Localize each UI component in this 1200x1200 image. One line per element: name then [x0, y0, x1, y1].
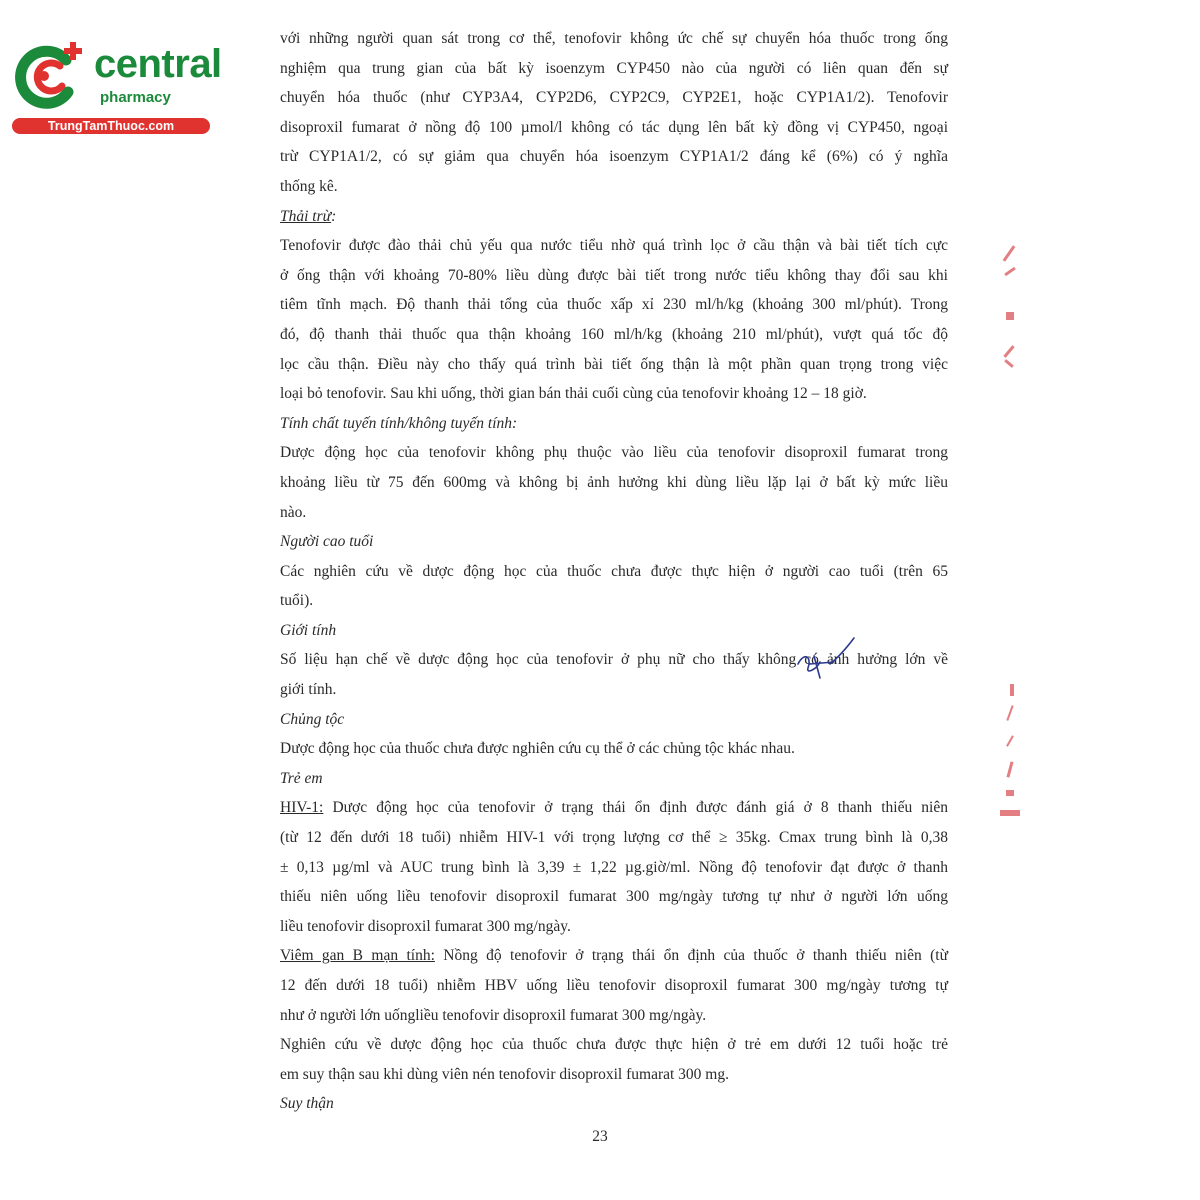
heading-elimination	[280, 202, 948, 232]
signature-mark	[790, 634, 860, 679]
heading-gender: Giới tính	[280, 621, 337, 639]
brand-site[interactable]: TrungTamThuoc.com	[12, 118, 210, 134]
text-line: 12 đến dưới 18 tuổi) nhiễm HBV uống liều tenofovir disoproxil fumarat 300 mg/ngày tương tự	[280, 977, 948, 994]
paragraph-elimination	[280, 231, 948, 409]
text-line: thống kê.	[280, 177, 338, 195]
stamp-fragment	[1006, 790, 1014, 796]
paragraph-hiv	[280, 793, 948, 941]
central-pharmacy-logo[interactable]	[10, 38, 222, 138]
text-line: Nghiên cứu về dược động học của thuốc chưa được thực hiện ở trẻ em dưới 12 tuổi hoặc trẻ	[280, 1036, 948, 1054]
stamp-fragment	[1006, 312, 1014, 320]
document-page	[280, 24, 948, 1119]
paragraph-race	[280, 734, 948, 764]
text-line: Dược động học của tenofovir không phụ thuộc vào liều của tenofovir disoproxil fumarat trong	[280, 444, 948, 462]
text-line: lọc cầu thận. Điều này cho thấy quá trình bài tiết ống thận là một phần quan trọng trong việc	[280, 355, 948, 373]
text-line: nghiệm qua trung gian của bất kỳ isoenzym CYP450 nào của người có liên quan đến sự	[280, 59, 948, 77]
text-line: ở ống thận với khoảng 70-80% liều dùng được bài tiết trong nước tiểu không thay đổi sau khi	[280, 266, 948, 284]
text-line	[280, 941, 948, 971]
text-line: thiếu niên uống liều tenofovir disoproxil fumarat 300 mg/ngày tương tự như ở người lớn uống	[280, 888, 948, 906]
heading-children: Trẻ em	[280, 769, 323, 787]
pharmacy-c-cross-icon	[10, 38, 90, 118]
text-line: đó, độ thanh thải thuốc qua thận khoảng 160 ml/h/kg (khoảng 210 ml/phút), vượt quá tốc độ	[280, 325, 948, 343]
stamp-fragment	[1003, 345, 1014, 358]
text-line: (từ 12 đến dưới 18 tuổi) nhiễm HIV-1 với trọng lượng cơ thể ≥ 35kg. Cmax trung bình là 0,38	[280, 829, 948, 847]
heading-elderly: Người cao tuổi	[280, 533, 374, 551]
text-line: nào.	[280, 503, 307, 521]
text-line: giới tính.	[280, 681, 337, 699]
hbv-label: Viêm gan B mạn tính:	[280, 947, 435, 965]
text-line	[280, 793, 948, 823]
text-line: trừ CYP1A1/2, có sự giảm qua chuyển hóa isoenzym CYP1A1/2 đáng kể (6%) có ý nghĩa	[280, 148, 948, 166]
heading-renal: Suy thận	[280, 1095, 334, 1113]
heading-linearity: Tính chất tuyến tính/không tuyến tính:	[280, 414, 518, 432]
paragraph-children-renal	[280, 1030, 948, 1089]
text-line: tuổi).	[280, 592, 314, 610]
stamp-fragment	[1006, 735, 1014, 746]
stamp-fragment	[1003, 245, 1016, 261]
brand-name: central	[94, 42, 222, 86]
paragraph-metabolism	[280, 24, 948, 202]
text-line: Tenofovir được đào thải chủ yếu qua nước tiểu nhờ quá trình lọc ở cầu thận và bài tiết tích cực	[280, 237, 948, 255]
paragraph-elderly	[280, 557, 948, 616]
hiv-first-line: Dược động học của tenofovir ở trạng thái ổn định được đánh giá ở 8 thanh thiếu niên	[323, 799, 948, 817]
stamp-fragment	[1006, 761, 1013, 777]
heading-elimination-text: Thải trừ	[280, 207, 332, 225]
heading-race: Chủng tộc	[280, 710, 345, 728]
hbv-first-line: Nồng độ tenofovir ở trạng thái ổn định của thuốc ở thanh thiếu niên (từ	[434, 947, 948, 965]
paragraph-linearity	[280, 438, 948, 527]
hiv-label: HIV-1:	[280, 799, 324, 817]
text-line: Số liệu hạn chế về dược động học của tenofovir ở phụ nữ cho thấy không có ảnh hưởng lớn về	[280, 651, 948, 669]
paragraph-hbv	[280, 941, 948, 1030]
text-line: loại bỏ tenofovir. Sau khi uống, thời gian bán thải cuối cùng của tenofovir khoảng 12 – 18 giờ.	[280, 385, 867, 403]
stamp-fragment	[1004, 267, 1016, 276]
text-line: Dược động học của thuốc chưa được nghiên cứu cụ thể ở các chủng tộc khác nhau.	[280, 740, 795, 758]
stamp-fragment	[1010, 684, 1014, 696]
text-line: Các nghiên cứu về dược động học của thuốc chưa được thực hiện ở người cao tuổi (trên 65	[280, 562, 948, 580]
brand-sub: pharmacy	[100, 89, 171, 106]
text-line: tiêm tĩnh mạch. Độ thanh thải tổng của thuốc xấp xỉ 230 ml/h/kg (khoảng 300 ml/phút). Trong	[280, 296, 948, 314]
text-line: như ở người lớn uốngliều tenofovir disoproxil fumarat 300 mg/ngày.	[280, 1006, 707, 1024]
text-line: khoảng liều từ 75 đến 600mg và không bị ảnh hưởng khi dùng liều lặp lại ở bất kỳ mức liều	[280, 473, 948, 491]
page-number: 23	[592, 1128, 608, 1145]
stamp-fragment	[1004, 359, 1014, 368]
text-line: liều tenofovir disoproxil fumarat 300 mg/ngày.	[280, 917, 571, 935]
text-line: disoproxil fumarat ở nồng độ 100 µmol/l không có tác dụng lên bất kỳ đồng vị CYP450, ngoại	[280, 118, 948, 136]
text-line: em suy thận sau khi dùng viên nén tenofovir disoproxil fumarat 300 mg.	[280, 1065, 729, 1083]
stamp-fragment	[1000, 810, 1020, 816]
stamp-fragment	[1006, 705, 1013, 721]
text-line: ± 0,13 µg/ml và AUC trung bình là 3,39 ± 1,22 µg.giờ/ml. Nồng độ tenofovir đạt được ở thanh	[280, 858, 948, 876]
text-line: với những người quan sát trong cơ thể, tenofovir không ức chế sự chuyển hóa thuốc trong ống	[280, 30, 948, 47]
text-line: chuyển hóa thuốc (như CYP3A4, CYP2D6, CYP2C9, CYP2E1, hoặc CYP1A1/2). Tenofovir	[280, 89, 948, 107]
heading-colon: :	[331, 207, 337, 225]
